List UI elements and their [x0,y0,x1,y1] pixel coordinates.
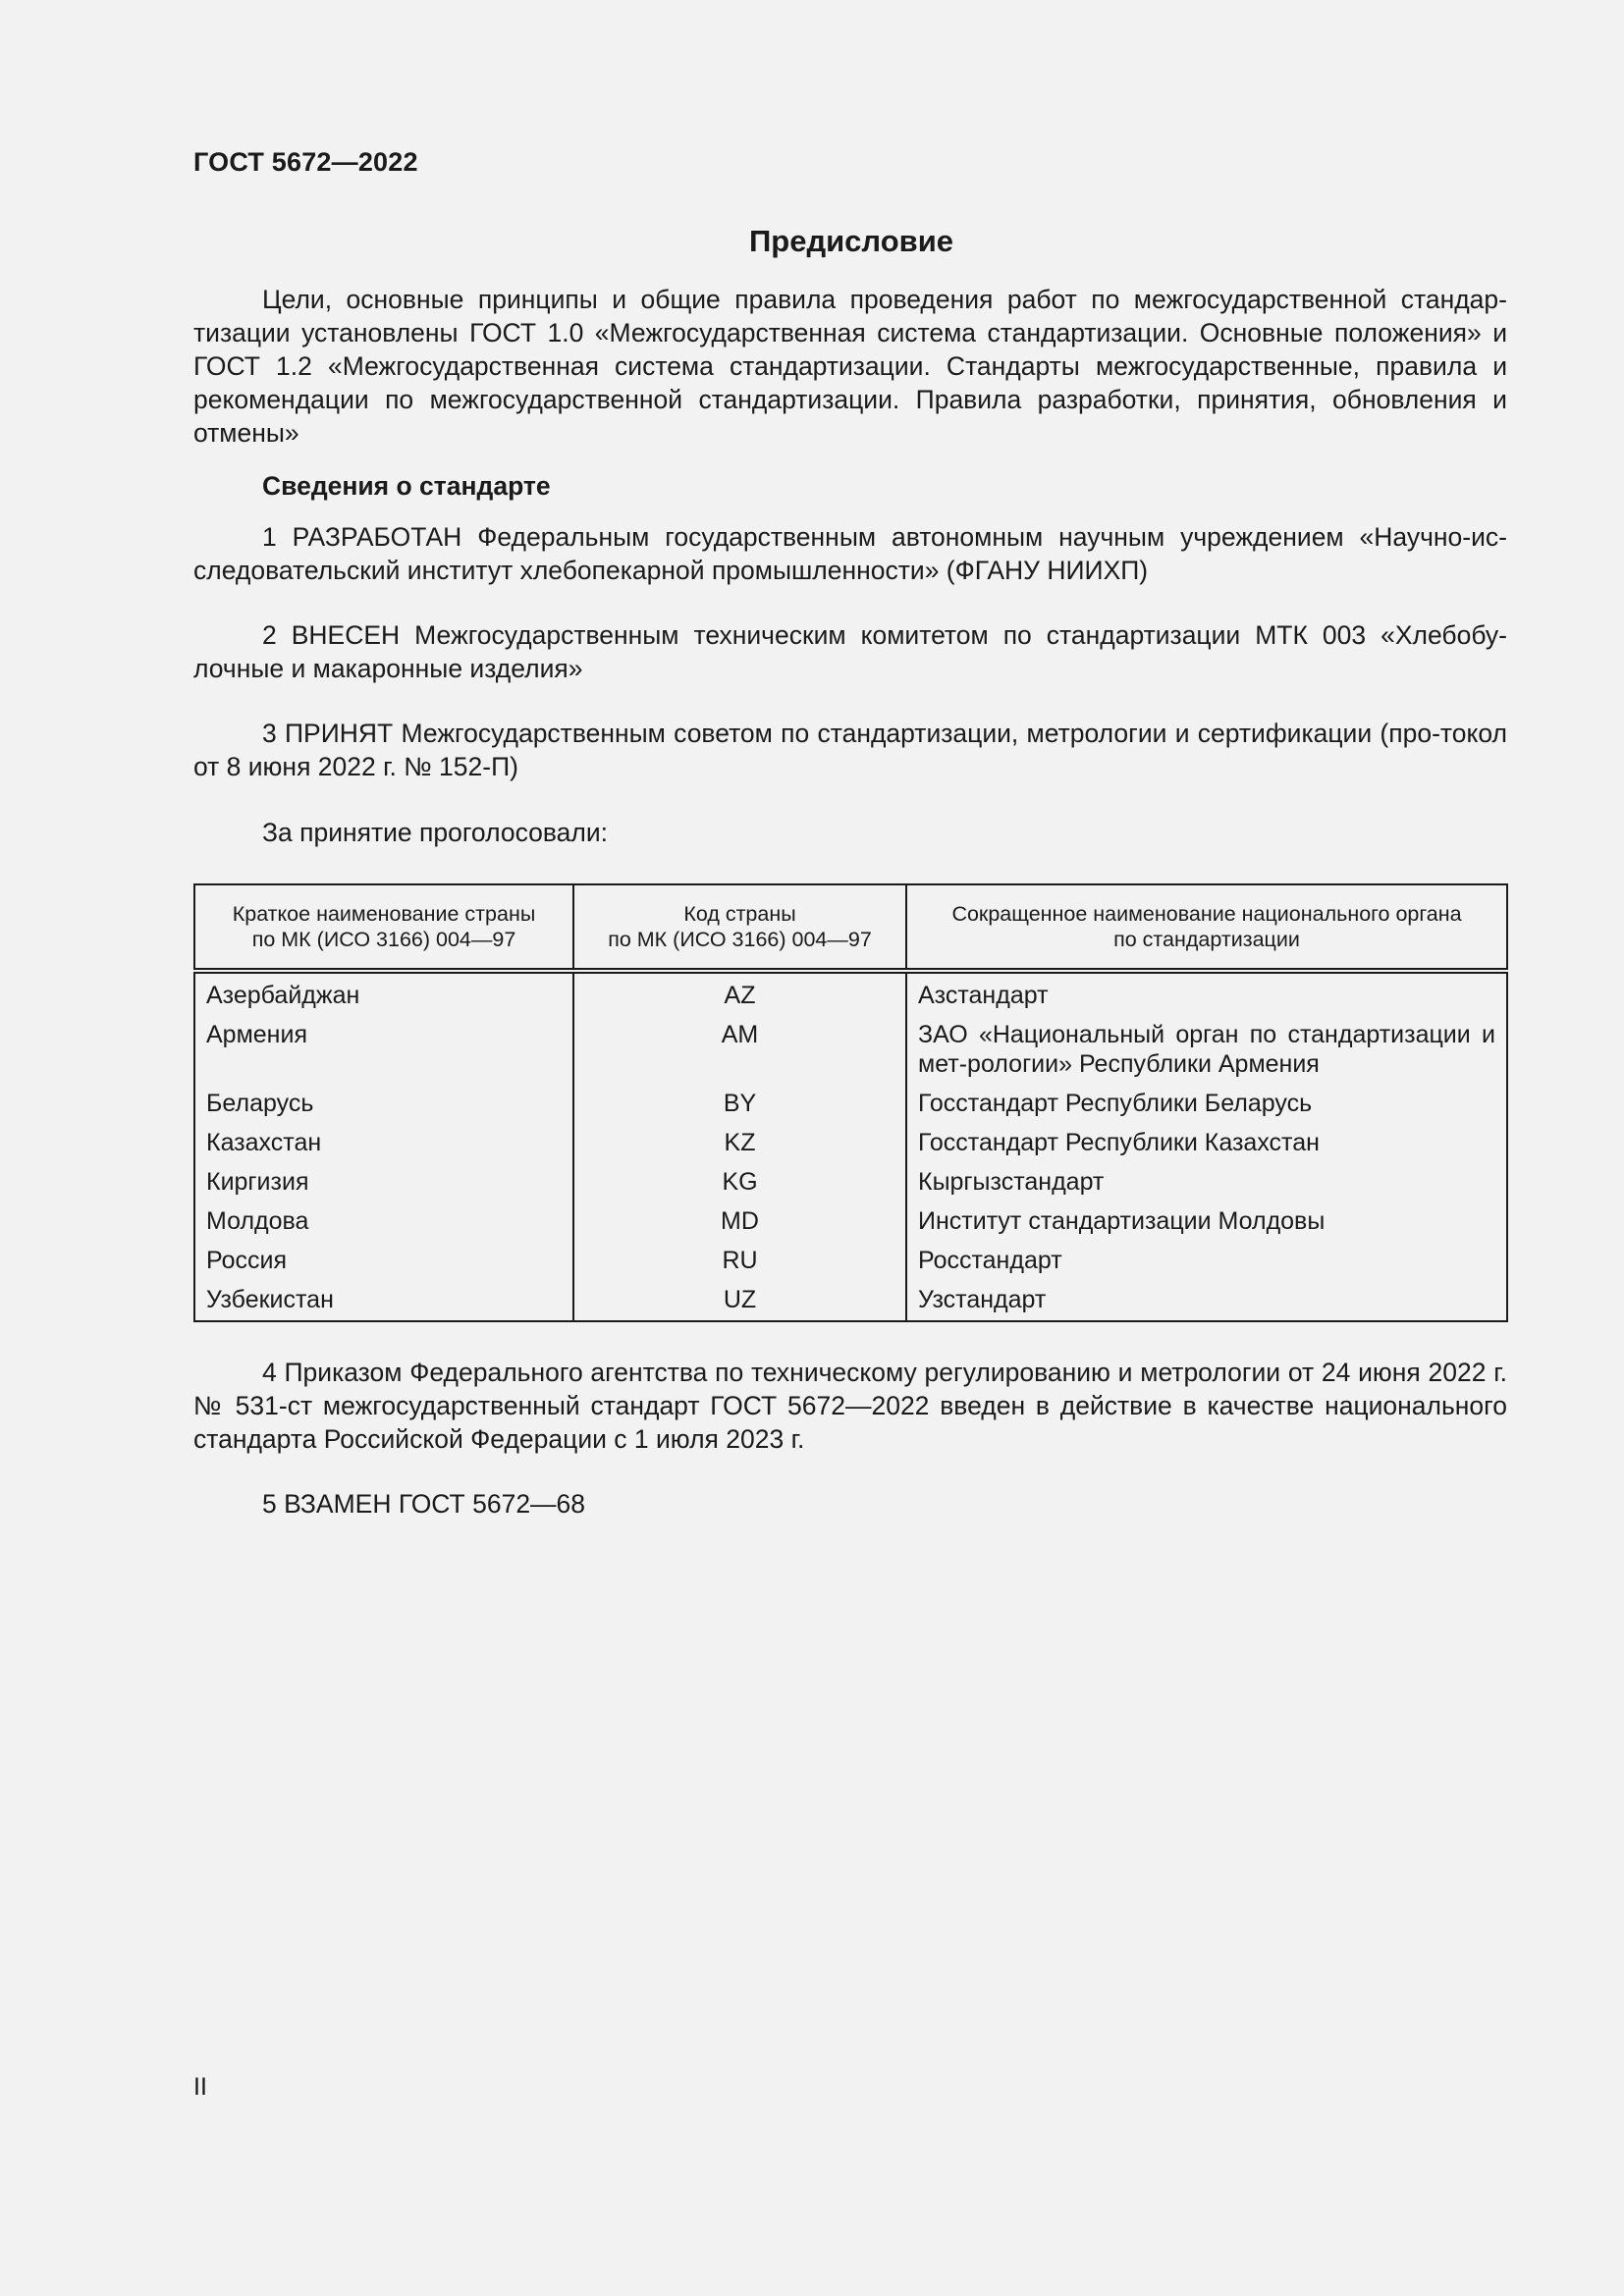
country-code: MD [573,1202,906,1242]
item-adopted: 3 ПРИНЯТ Межгосударственным советом по стандартизации, метрологии и сертификации (про-токол от 8 июня 2022 г. № 152-П) [193,719,1507,781]
national-body: Институт стандартизации Молдовы [906,1202,1507,1242]
country-name: Армения [194,1016,573,1085]
national-body: Росстандарт [906,1242,1507,1281]
table-row [194,1124,1507,1163]
table-row [194,1085,1507,1124]
table-header-row [194,884,1507,971]
national-body: Госстандарт Республики Беларусь [906,1085,1507,1124]
country-name: Казахстан [194,1124,573,1163]
table-row [194,971,1507,1016]
table-row [194,1016,1507,1085]
country-code: AZ [573,971,906,1016]
voted-label: За принятие проголосовали: [262,818,609,847]
national-body: Азстандарт [906,971,1507,1016]
table-row [194,1163,1507,1202]
countries-table [193,883,1508,1322]
country-name: Молдова [194,1202,573,1242]
country-name: Узбекистан [194,1281,573,1321]
table-row [194,1242,1507,1281]
country-name: Беларусь [194,1085,573,1124]
country-code: BY [573,1085,906,1124]
country-code: AM [573,1016,906,1085]
country-code: RU [573,1242,906,1281]
country-name: Россия [194,1242,573,1281]
item-order: 4 Приказом Федерального агентства по техническому регулированию и метрологии от 24 июня 2022 г. № 531-ст межгосударственный стандарт ГОСТ 5672—2022 введен в действие в качестве национального стандарта Российской Федерации с 1 июля 2023 г. [193,1358,1507,1454]
page-number: II [193,2073,207,2101]
national-body: Госстандарт Республики Казахстан [906,1124,1507,1163]
header-country-name: Краткое наименование страны по МК (ИСО 3166) 004—97 [194,884,573,971]
header-country-code: Код страны по МК (ИСО 3166) 004—97 [573,884,906,971]
country-code: UZ [573,1281,906,1321]
national-body: Кыргызстандарт [906,1163,1507,1202]
national-body: ЗАО «Национальный орган по стандартизации и мет-рологии» Республики Армения [906,1016,1507,1085]
page-title: Предисловие [748,224,953,258]
item-replaces: 5 ВЗАМЕН ГОСТ 5672—68 [262,1489,586,1519]
country-code: KZ [573,1124,906,1163]
header-national-body: Сокращенное наименование национального органа по стандартизации [906,884,1507,971]
table-row [194,1281,1507,1321]
country-name: Азербайджан [194,971,573,1016]
intro-paragraph: Цели, основные принципы и общие правила проведения работ по межгосударственной стандар-тизации установлены ГОСТ 1.0 «Межгосударственная система стандартизации. Основные положения» и ГОСТ 1.2 «Межгосударственная система стандартизации. Стандарты межгосударственные, правила и рекомендации по межгосударственной стандартизации. Правила разработки, принятия, обновления и отмены» [193,285,1507,448]
item-developed: 1 РАЗРАБОТАН Федеральным государственным автономным научным учреждением «Научно-ис-следовательский институт хлебопекарной промышленности» (ФГАНУ НИИХП) [193,522,1507,585]
table-row [194,1202,1507,1242]
country-code: KG [573,1163,906,1202]
item-introduced: 2 ВНЕСЕН Межгосударственным техническим комитетом по стандартизации МТК 003 «Хлебобу-лочные и макаронные изделия» [193,620,1507,683]
national-body: Узстандарт [906,1281,1507,1321]
document-id: ГОСТ 5672—2022 [193,147,418,177]
country-name: Киргизия [194,1163,573,1202]
info-heading: Сведения о стандарте [262,471,551,501]
